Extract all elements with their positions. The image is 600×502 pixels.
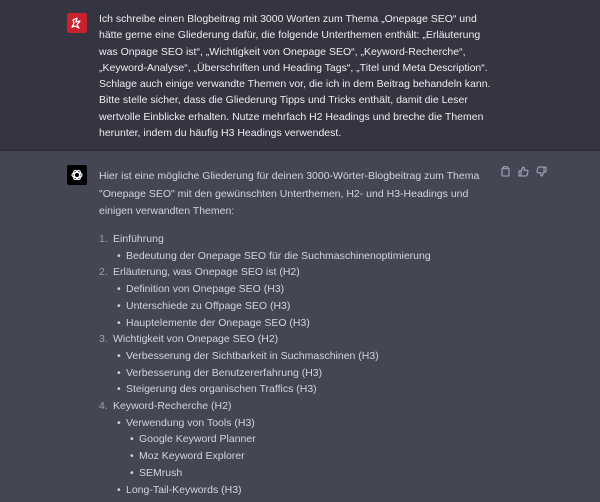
thumbs-up-icon[interactable] — [517, 165, 529, 177]
list-item-label: Hauptelemente der Onepage SEO (H3) — [126, 316, 310, 329]
list-item-label: Bedeutung der Onepage SEO für die Suchmaschinenoptimierung — [126, 249, 431, 262]
list-item-label: Keyword-Recherche (H2) — [113, 400, 232, 412]
list-number: 3. — [99, 333, 108, 346]
list-item-label: Verbesserung der Sichtbarkeit in Suchmaschinen (H3) — [126, 349, 379, 362]
list-number: 4. — [99, 400, 108, 412]
list-item-label: Moz Keyword Explorer — [139, 450, 245, 463]
assistant-intro-text: Hier ist eine mögliche Gliederung für deinen 3000-Wörter-Blogbeitrag zum Thema "Onepage SEO" mit den gewünschten Unterthemen, H2- und H3-Headings und einigen verwandten Themen: — [99, 170, 480, 217]
openai-logo-icon — [67, 165, 87, 185]
message-actions — [499, 165, 547, 177]
list-item-label: Long-Tail-Keywords (H3) — [126, 483, 242, 496]
list-item-label: Wichtigkeit von Onepage SEO (H2) — [113, 333, 279, 346]
user-message — [0, 0, 600, 151]
list-item-label: Steigerung des organischen Traffics (H3) — [126, 383, 317, 396]
list-item-label: SEMrush — [139, 466, 183, 479]
list-item-label: Verbesserung der Benutzererfahrung (H3) — [126, 366, 323, 379]
user-message-text: Ich schreibe einen Blogbeitrag mit 3000 Worten zum Thema „Onepage SEO“ und hätte gerne eine Gliederung dafür, die folgende Unterthemen enthält: „Erläuterung was Onpage SEO ist“, „Wichtigkeit von Onepage SEO“, „Keyword-Recherche“, „Keyword-Analyse“, „Überschriften und Heading Tags“, „Titel und Meta Description“. Schlage auch einige verwandte Themen vor, die ich in dem Beitrag behandeln kann. Bitte stelle sicher, dass die Gliederung Tipps und Tricks enthält, damit die Leser wertvolle Einblicke erhalten. Nutze mehrfach H2 Headings und breche die Themen herunter, indem du häufig H3 Headings verwendest. — [99, 13, 491, 140]
list-item-label: Definition von Onepage SEO (H3) — [126, 283, 285, 296]
list-number: 2. — [99, 266, 108, 279]
assistant-message: Hier ist eine mögliche Gliederung für deinen 3000-Wörter-Blogbeitrag zum Thema "Onepage SEO" mit den gewünschten Unterthemen, H2- und H3-Headings und einigen verwandten Themen: 1. Einführung • Bedeutung der Onepage SEO für die Suchmaschinenoptimierung 2. Erläuterung, was Onepage SEO ist (H2) • Definition von Onepage SEO (H3) • Unterschiede zu Offpage SEO (H3) • Hauptelemente der Onepage SEO (H3) 3. Wichtigkeit von Onepage SEO (H2) • Verbesserung der Sichtbarkeit in Suchmaschinen (H3) • Verbesserung der Benutzererfahrung (H3) • Steigerung des organischen Traffics (H3) 4. Keyword-Recherche (H2) • Verwendung von Tools (H3) • Google Keyword Planner • Moz Keyword Explorer • SEMrush • Long-Tail-Keywords (H3) — [0, 151, 600, 502]
list-item-label: Verwendung von Tools (H3) — [126, 416, 255, 429]
list-item-label: Erläuterung, was Onepage SEO ist (H2) — [113, 266, 300, 279]
list-number: 1. — [99, 233, 108, 245]
list-item-label: Unterschiede zu Offpage SEO (H3) — [126, 299, 291, 312]
user-avatar-icon — [67, 13, 87, 33]
list-item-label: Einführung — [113, 233, 164, 245]
clipboard-icon[interactable] — [499, 165, 511, 177]
thumbs-down-icon[interactable] — [535, 165, 547, 177]
list-item-label: Google Keyword Planner — [139, 433, 256, 446]
